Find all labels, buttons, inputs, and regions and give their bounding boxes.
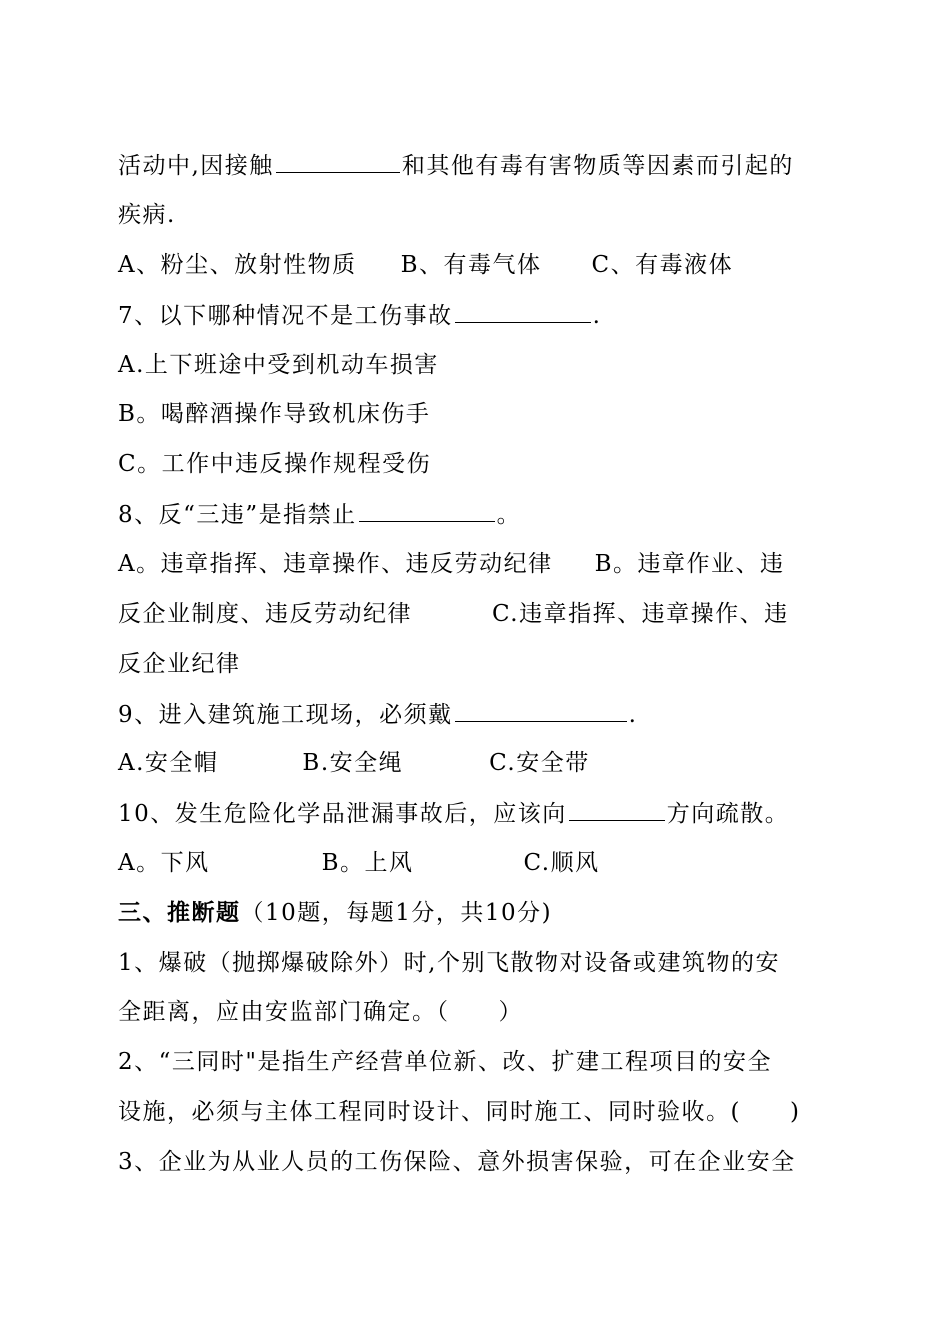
option-b: B.安全绳 — [302, 750, 404, 776]
question-9 — [118, 699, 637, 730]
answer-blank — [359, 499, 495, 522]
option-b: B。违章作业、违 — [594, 551, 785, 577]
option-c-cont: 反企业纪律 — [118, 651, 241, 677]
text-line — [118, 200, 176, 230]
option-c: C.顺风 — [523, 850, 600, 876]
question-text: 。 — [496, 502, 522, 528]
option-line — [118, 350, 439, 380]
text-segment: 和其他有毒有害物质等因素而引起的 — [401, 153, 794, 179]
section-heading — [118, 898, 552, 928]
question-7 — [118, 300, 601, 331]
text-segment: 疾病. — [118, 202, 176, 228]
text-line — [118, 150, 794, 181]
question-text: 9、进入建筑施工现场，必须戴 — [118, 702, 453, 728]
option-a: A.上下班途中受到机动车损害 — [118, 352, 439, 378]
answer-blank — [455, 699, 627, 722]
answer-blank — [276, 150, 400, 173]
question-10 — [118, 798, 789, 829]
judgment-1-cont — [118, 997, 523, 1027]
option-a: A、粉尘、放射性物质 — [118, 252, 357, 278]
section-note: （10题，每题1分，共10分) — [240, 900, 553, 926]
option-a: A。下风 — [118, 850, 210, 876]
question-text: 方向疏散。 — [666, 801, 790, 827]
option-c: C。工作中违反操作规程受伤 — [118, 451, 432, 477]
option-line — [118, 250, 733, 280]
answer-blank — [455, 300, 591, 323]
option-line — [118, 449, 431, 479]
question-text: 设施，必须与主体工程同时设计、同时施工、同时验收。( ) — [118, 1099, 801, 1125]
option-a: A.安全帽 — [118, 750, 219, 776]
question-text: 8、反“三违”是指禁止 — [118, 502, 357, 528]
option-b: B。喝醉酒操作导致机床伤手 — [118, 401, 431, 427]
answer-blank — [569, 798, 665, 821]
text-segment: 活动中,因接触 — [118, 153, 274, 179]
judgment-2-cont — [118, 1097, 800, 1127]
option-line — [118, 599, 789, 629]
question-text: . — [628, 702, 638, 728]
question-8 — [118, 499, 521, 530]
judgment-3 — [118, 1147, 796, 1177]
section-title: 三、推断题 — [118, 900, 241, 926]
option-a: A。违章指挥、违章操作、违反劳动纪律 — [118, 551, 553, 577]
question-text: 全距离，应由安监部门确定。（ ） — [118, 999, 523, 1025]
question-text: 3、企业为从业人员的工伤保险、意外损害保验，可在企业安全 — [118, 1149, 796, 1175]
option-line — [118, 399, 430, 429]
question-text: 2、“三同时"是指生产经营单位新、改、扩建工程项目的安全 — [118, 1049, 772, 1075]
option-c: C.违章指挥、违章操作、违 — [492, 601, 789, 627]
question-text: 1、爆破（抛掷爆破除外）时,个别飞散物对设备或建筑物的安 — [118, 950, 780, 976]
question-text: 7、以下哪种情况不是工伤事故 — [118, 303, 453, 329]
option-line — [118, 549, 785, 579]
option-line — [118, 748, 590, 778]
judgment-1 — [118, 948, 780, 978]
option-b-cont: 反企业制度、违反劳动纪律 — [118, 601, 412, 627]
option-c: C、有毒液体 — [591, 252, 734, 278]
judgment-2 — [118, 1047, 772, 1077]
question-text: 10、发生危险化学品泄漏事故后，应该向 — [118, 801, 567, 827]
option-line — [118, 848, 600, 878]
option-b: B、有毒气体 — [400, 252, 542, 278]
question-text: . — [592, 303, 602, 329]
option-line — [118, 649, 241, 679]
option-b: B。上风 — [321, 850, 414, 876]
option-c: C.安全带 — [489, 750, 590, 776]
